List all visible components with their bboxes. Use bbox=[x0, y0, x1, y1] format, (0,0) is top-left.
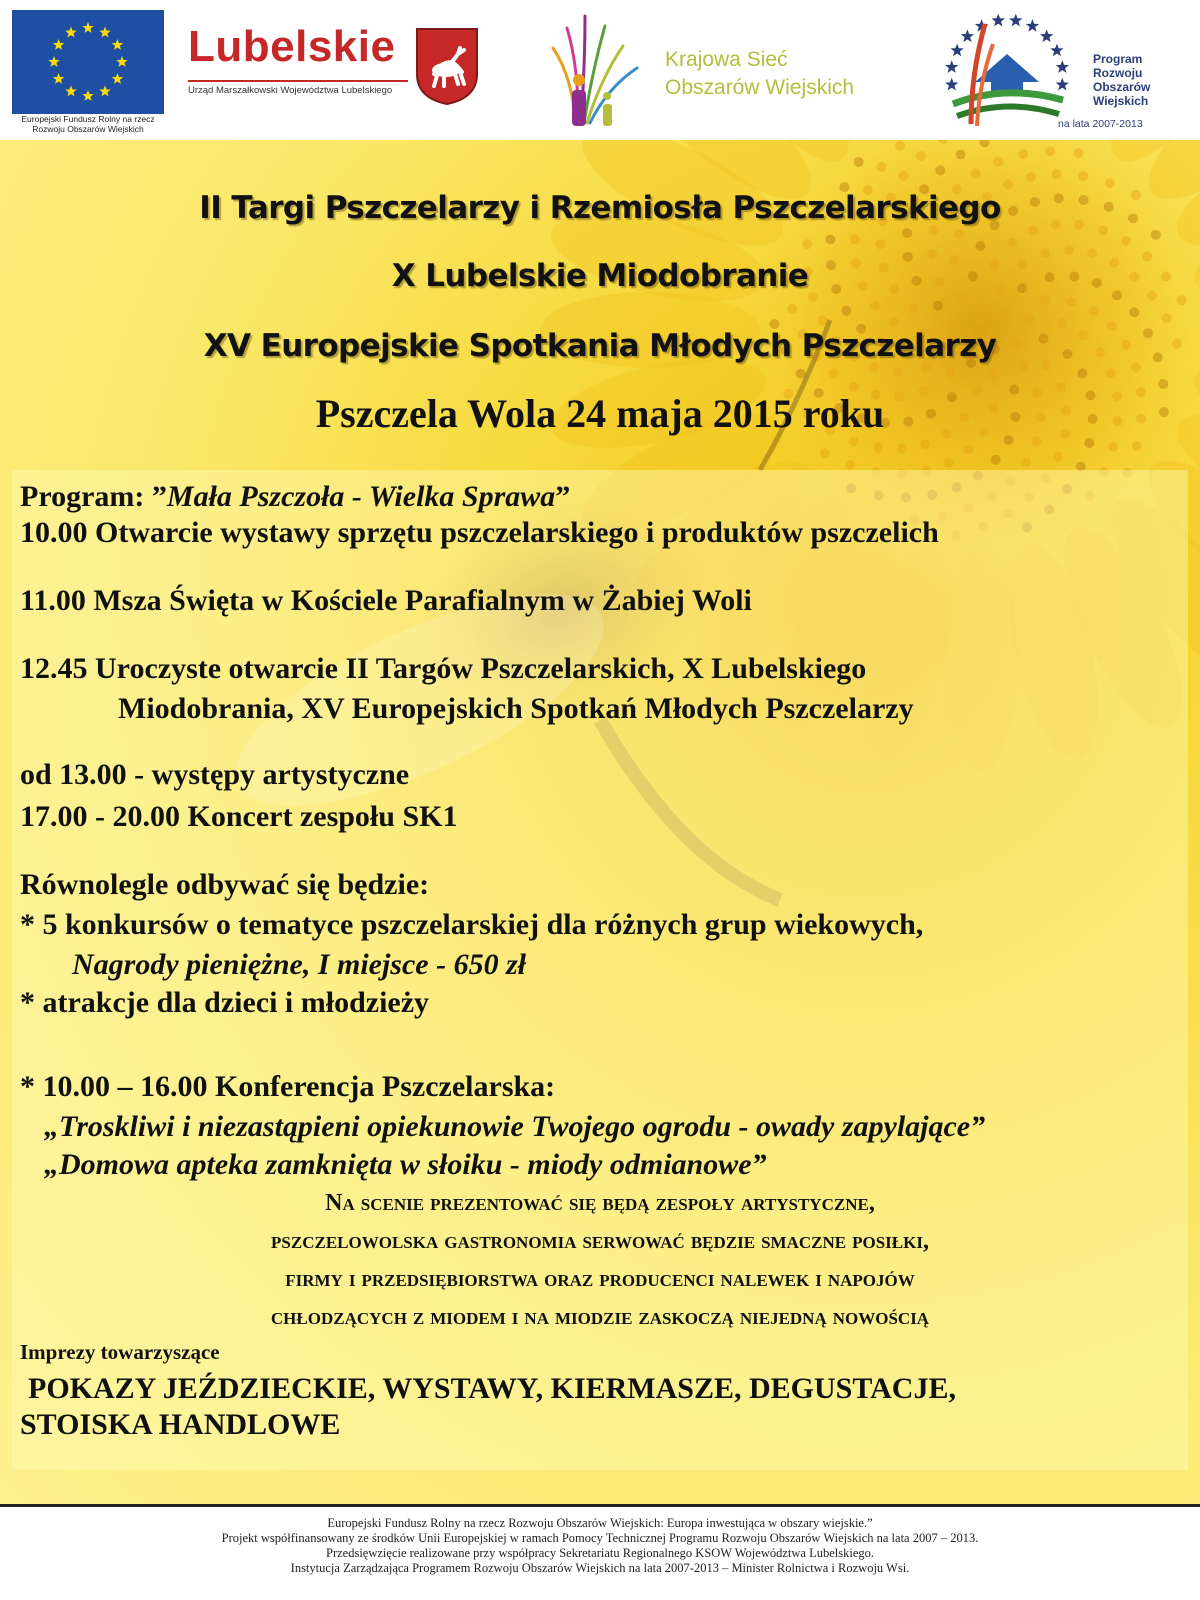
sunflower-seed bbox=[920, 439, 930, 449]
prow-line-3: Obszarów bbox=[1093, 80, 1151, 94]
sunflower-seed bbox=[1077, 368, 1087, 378]
event-title-1: II Targi Pszczelarzy i Rzemiosła Pszczelarskiego bbox=[199, 190, 1001, 226]
footer bbox=[0, 1504, 1200, 1600]
ksow-logo bbox=[545, 8, 885, 133]
sunflower-seed bbox=[893, 367, 903, 377]
sunflower-seed bbox=[971, 169, 981, 179]
parallel-contests: * 5 konkursów o tematyce pszczelarskiej dla różnych grup wiekowych, bbox=[20, 908, 924, 941]
sunflower-seed bbox=[1078, 171, 1088, 181]
conference-heading: * 10.00 – 16.00 Konferencja Pszczelarska: bbox=[20, 1070, 556, 1103]
sunflower-seed bbox=[1132, 441, 1142, 451]
sunflower-seed bbox=[1026, 172, 1036, 182]
sunflower-seed bbox=[954, 229, 964, 239]
sunflower-seed bbox=[956, 150, 966, 160]
sunflower-seed bbox=[854, 157, 864, 167]
program-motto: Mała Pszczoła - Wielka Sprawa bbox=[166, 480, 556, 513]
sunflower-seed bbox=[1024, 314, 1034, 324]
prow-line-1: Program bbox=[1093, 52, 1143, 66]
sunflower-seed bbox=[1106, 368, 1116, 378]
prow-star-icon bbox=[950, 44, 963, 57]
sunflower-seed bbox=[825, 235, 835, 245]
sunflower-seed bbox=[908, 304, 918, 314]
sunflower-seed bbox=[1151, 230, 1161, 240]
poster bbox=[0, 140, 1200, 1504]
announcement-line-3: firmy i przedsiębiorstwa oraz producenci nalewek i napojów bbox=[285, 1266, 915, 1292]
program-motto-close: ” bbox=[555, 480, 571, 513]
companion-list-2: STOISKA HANDLOWE bbox=[20, 1408, 341, 1441]
prow-line-2: Rozwoju bbox=[1093, 66, 1143, 80]
companion-list-1: POKAZY JEŹDZIECKIE, WYSTAWY, KIERMASZE, DEGUSTACJE, bbox=[28, 1372, 956, 1405]
sunflower-seed bbox=[991, 455, 1001, 465]
announcement-line-4: chłodzących z miodem i na miodzie zaskoczą niejedną nowością bbox=[270, 1304, 930, 1330]
prow-years: na lata 2007-2013 bbox=[1058, 118, 1143, 130]
program-item-1000: 10.00 Otwarcie wystawy sprzętu pszczelarskiego i produktów pszczelich bbox=[20, 516, 939, 549]
prow-star-icon bbox=[961, 29, 974, 42]
sunflower-seed bbox=[1003, 180, 1013, 190]
event-date: Pszczela Wola 24 maja 2015 roku bbox=[315, 391, 885, 436]
ksow-tree-icon bbox=[545, 8, 655, 133]
eu-caption-line-2: Rozwoju Obszarów Wiejskich bbox=[32, 123, 144, 134]
prow-name bbox=[1093, 52, 1150, 108]
footer-line-2: Projekt współfinansowany ze środków Unii Europejskiej w ramach Pomocy Technicznej Programu Rozwoju Obszarów Wiejskich na lata 2007 – 2013. bbox=[221, 1531, 979, 1545]
event-title-2: X Lubelskie Miodobranie bbox=[391, 258, 809, 294]
sunflower-seed bbox=[989, 369, 999, 379]
sunflower-seed bbox=[993, 157, 1003, 167]
deer-shield-icon bbox=[414, 26, 480, 106]
sunflower-seed bbox=[850, 234, 860, 244]
sunflower-seed bbox=[870, 301, 880, 311]
sunflower-seed bbox=[841, 306, 851, 316]
sunflower-seed bbox=[1098, 225, 1108, 235]
event-title-3: XV Europejskie Spotkania Młodych Pszczelarzy bbox=[203, 328, 997, 364]
prow-line-4: Wiejskich bbox=[1093, 94, 1149, 108]
footer-line-1: Europejski Fundusz Rolny na rzecz Rozwoju Obszarów Wiejskich: Europa inwestująca w obszary wiejskie.” bbox=[327, 1516, 873, 1530]
sunflower-seed bbox=[944, 458, 954, 468]
prow-logo bbox=[935, 4, 1185, 134]
ksow-line-2: Obszarów Wiejskich bbox=[665, 76, 855, 99]
eu-caption-line-1: Europejski Fundusz Rolny na rzecz bbox=[21, 114, 155, 124]
sunflower-seed bbox=[787, 304, 797, 314]
sunflower-seed bbox=[820, 448, 830, 458]
sunflower-seed bbox=[1158, 379, 1168, 389]
sunflower-seed bbox=[929, 225, 939, 235]
announcement-line-1: Na scenie prezentować się będą zespoły artystyczne, bbox=[325, 1190, 875, 1216]
parallel-heading: Równolegle odbywać się będzie: bbox=[20, 868, 430, 901]
prow-star-icon bbox=[1009, 14, 1022, 27]
sunflower-seed bbox=[1129, 307, 1139, 317]
sunflower-seed bbox=[1084, 438, 1094, 448]
sunflower-seed bbox=[845, 460, 855, 470]
sunflower-seed bbox=[1105, 178, 1115, 188]
eu-flag-icon bbox=[12, 10, 164, 114]
prow-star-icon bbox=[1040, 29, 1053, 42]
footer-text bbox=[0, 1516, 1200, 1576]
lubelskie-underline bbox=[188, 80, 408, 82]
sunflower-seed bbox=[829, 369, 839, 379]
ksow-name bbox=[665, 46, 854, 102]
sunflower-seed bbox=[921, 363, 931, 373]
parallel-prizes: Nagrody pieniężne, I miejsce - 650 zł bbox=[72, 948, 527, 981]
sunflower-seed bbox=[1045, 146, 1055, 156]
sunflower-seed bbox=[977, 305, 987, 315]
eu-caption bbox=[12, 115, 164, 134]
sunflower-seed bbox=[1056, 318, 1066, 328]
program-item-1700: 17.00 - 20.00 Koncert zespołu SK1 bbox=[20, 800, 458, 833]
ksow-line-1: Krajowa Sieć bbox=[665, 48, 788, 71]
sunflower-seed bbox=[916, 151, 926, 161]
conference-talk-2: „Domowa apteka zamknięta w słoiku - miody odmianowe” bbox=[44, 1148, 767, 1181]
sunflower-seed bbox=[933, 301, 943, 311]
logo-strip bbox=[0, 0, 1200, 138]
lubelskie-subtitle: Urząd Marszałkowski Województwa Lubelskiego bbox=[188, 85, 393, 96]
sunflower-seed bbox=[1177, 295, 1187, 305]
sunflower-seed bbox=[935, 165, 945, 175]
sunflower-seed bbox=[1121, 236, 1131, 246]
sunflower-seed bbox=[1052, 169, 1062, 179]
sunflower-seed bbox=[902, 228, 912, 238]
sunflower-seed bbox=[1031, 436, 1041, 446]
sunflower-seed bbox=[899, 171, 909, 181]
sunflower-seed bbox=[945, 368, 955, 378]
prow-star-icon bbox=[992, 14, 1005, 27]
program-item-1245-a: 12.45 Uroczyste otwarcie II Targów Pszczelarskich, X Lubelskiego bbox=[20, 652, 867, 685]
sunflower-seed bbox=[1067, 297, 1077, 307]
sunflower-seed bbox=[1040, 248, 1050, 258]
sunflower-seed bbox=[849, 437, 859, 447]
program-item-1245-b: Miodobrania, XV Europejskich Spotkań Młodych Pszczelarzy bbox=[118, 692, 914, 725]
sunflower-seed bbox=[1021, 457, 1031, 467]
sunflower-seed bbox=[1064, 245, 1074, 255]
sunflower-seed bbox=[1007, 238, 1017, 248]
lubelskie-logo bbox=[188, 22, 488, 112]
prow-emblem-icon bbox=[935, 4, 1085, 134]
prow-star-icon bbox=[1056, 78, 1069, 91]
parallel-kids: * atrakcje dla dzieci i młodzieży bbox=[20, 986, 430, 1019]
lubelskie-wordmark: Lubelskie bbox=[188, 22, 396, 71]
prow-star-icon bbox=[1056, 60, 1069, 73]
prow-star-icon bbox=[945, 60, 958, 73]
footer-line-4: Instytucja Zarządzająca Programem Rozwoju Obszarów Wiejskich na lata 2007-2013 – Minister Rolnictwa i Rozwoju Wsi. bbox=[290, 1561, 910, 1575]
companion-label: Imprezy towarzyszące bbox=[20, 1340, 220, 1364]
sunflower-seed bbox=[873, 443, 883, 453]
footer-rule bbox=[0, 1504, 1200, 1507]
sunflower-seed bbox=[897, 444, 907, 454]
eu-logo bbox=[12, 10, 164, 132]
sunflower-seed bbox=[1089, 306, 1099, 316]
sunflower-seed bbox=[1053, 452, 1063, 462]
program-item-1100: 11.00 Msza Święta w Kościele Parafialnym w Żabiej Woli bbox=[20, 584, 752, 617]
sunflower-seed bbox=[875, 239, 885, 249]
prow-star-icon bbox=[1026, 19, 1039, 32]
program-item-1300: od 13.00 - występy artystyczne bbox=[20, 758, 410, 791]
program-heading bbox=[20, 480, 570, 514]
sunflower-seed bbox=[1040, 295, 1050, 305]
program-label: Program: ” bbox=[20, 480, 167, 513]
sunflower-seed bbox=[895, 141, 905, 151]
sunflower-seed bbox=[975, 241, 985, 251]
sunflower-seed bbox=[1028, 225, 1038, 235]
sunflower-seed bbox=[889, 317, 899, 327]
sunflower-seed bbox=[1108, 442, 1118, 452]
conference-talk-1: „Troskliwi i niezastąpieni opiekunowie Twojego ogrodu - owady zapylające” bbox=[44, 1110, 986, 1143]
sunflower-seed bbox=[877, 162, 887, 172]
sunflower-seed bbox=[1001, 308, 1011, 318]
prow-star-icon bbox=[1050, 44, 1063, 57]
sunflower-seed bbox=[1161, 313, 1171, 323]
announcement-line-2: pszczelowolska gastronomia serwować będzie smaczne posiłki, bbox=[271, 1228, 929, 1254]
footer-line-3: Przedsięwzięcie realizowane przy współpracy Sekretariatu Regionalnego KSOW Województwa Lubelskiego. bbox=[326, 1546, 874, 1560]
sunflower-seed bbox=[1018, 149, 1028, 159]
sunflower-seed bbox=[802, 239, 812, 249]
sunflower-seed bbox=[1073, 148, 1083, 158]
sunflower-seed bbox=[1087, 249, 1097, 259]
prow-star-icon bbox=[945, 78, 958, 91]
sunflower-seed bbox=[963, 445, 973, 455]
